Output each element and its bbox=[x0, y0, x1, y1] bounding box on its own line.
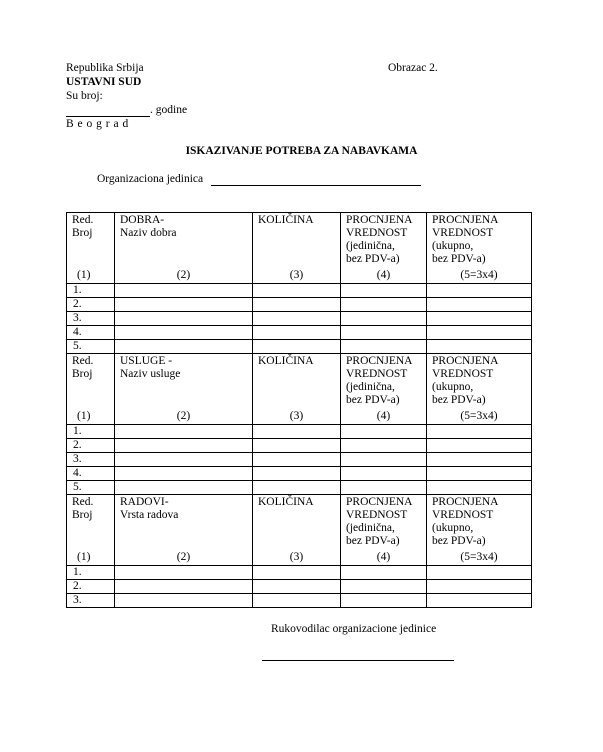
table-row bbox=[67, 467, 532, 481]
entry-cell[interactable] bbox=[115, 326, 253, 340]
header-cell-unit-value bbox=[341, 354, 427, 425]
signature-line[interactable] bbox=[262, 660, 454, 661]
section-header-works bbox=[67, 495, 532, 566]
header-text-line: (ukupno, bbox=[432, 381, 474, 393]
entry-cell[interactable] bbox=[341, 566, 427, 580]
row-number: 5. bbox=[73, 481, 82, 493]
entry-cell[interactable] bbox=[253, 340, 341, 354]
header-text-line: PROCNJENA bbox=[432, 214, 499, 226]
header-text-line: (ukupno, bbox=[432, 240, 474, 252]
row-number-cell bbox=[67, 425, 115, 439]
entry-cell[interactable] bbox=[427, 284, 532, 298]
column-number: (5=3x4) bbox=[460, 551, 498, 563]
table-row bbox=[67, 439, 532, 453]
page-title: ISKAZIVANJE POTREBA ZA NABAVKAMA bbox=[185, 145, 418, 157]
column-number: (5=3x4) bbox=[460, 269, 498, 281]
entry-cell[interactable] bbox=[341, 340, 427, 354]
signature-label: Rukovodilac organizacione jedinice bbox=[271, 623, 437, 635]
entry-cell[interactable] bbox=[427, 467, 532, 481]
header-text-line: bez PDV-a) bbox=[346, 394, 400, 406]
column-number: (3) bbox=[289, 551, 304, 563]
table-row bbox=[67, 425, 532, 439]
entry-cell[interactable] bbox=[115, 467, 253, 481]
row-number: 1. bbox=[73, 566, 82, 578]
entry-cell[interactable] bbox=[253, 481, 341, 495]
entry-cell[interactable] bbox=[115, 481, 253, 495]
entry-cell[interactable] bbox=[341, 312, 427, 326]
column-number: (2) bbox=[176, 551, 191, 563]
entry-cell[interactable] bbox=[341, 453, 427, 467]
entry-cell[interactable] bbox=[115, 566, 253, 580]
row-number-cell bbox=[67, 566, 115, 580]
entry-cell[interactable] bbox=[253, 284, 341, 298]
header-text bbox=[346, 496, 412, 548]
header-text-line: Vrsta radova bbox=[120, 509, 179, 521]
header-text-line: Broj bbox=[72, 509, 93, 521]
row-number: 5. bbox=[73, 340, 82, 352]
header-text-line: PROCNJENA bbox=[346, 355, 413, 367]
header-text-line: Broj bbox=[72, 227, 93, 239]
header-text-line: Naziv dobra bbox=[120, 227, 177, 239]
column-number: (2) bbox=[176, 410, 191, 422]
header-text-line: VREDNOST bbox=[346, 368, 408, 380]
section-header-goods bbox=[67, 213, 532, 284]
table-row bbox=[67, 298, 532, 312]
header-text bbox=[120, 214, 177, 240]
header-text bbox=[120, 355, 180, 381]
header-cell-red-broj bbox=[67, 495, 115, 566]
date-suffix: . godine bbox=[150, 104, 188, 116]
case-number-label: Su broj: bbox=[66, 90, 103, 102]
column-number: (4) bbox=[376, 410, 391, 422]
entry-cell[interactable] bbox=[427, 439, 532, 453]
header-text bbox=[72, 214, 93, 240]
header-cell-red-broj bbox=[67, 354, 115, 425]
header-text-line: RADOVI- bbox=[120, 496, 169, 508]
section-header-services bbox=[67, 354, 532, 425]
entry-cell[interactable] bbox=[253, 312, 341, 326]
header-text-line: KOLIČINA bbox=[258, 355, 314, 367]
header-text-line: KOLIČINA bbox=[258, 496, 314, 508]
row-number: 1. bbox=[73, 425, 82, 437]
header-text bbox=[72, 496, 93, 522]
header-text bbox=[432, 496, 498, 548]
column-number: (1) bbox=[77, 551, 91, 563]
header-text-line: VREDNOST bbox=[432, 509, 494, 521]
header-cell-quantity bbox=[253, 354, 341, 425]
entry-cell[interactable] bbox=[341, 425, 427, 439]
header-text-line: DOBRA- bbox=[120, 214, 165, 226]
table-row bbox=[67, 312, 532, 326]
entry-cell[interactable] bbox=[115, 425, 253, 439]
header-text-line: PROCNJENA bbox=[346, 214, 413, 226]
entry-cell[interactable] bbox=[427, 340, 532, 354]
city-label: B e o g r a d bbox=[66, 118, 129, 130]
entry-cell[interactable] bbox=[253, 594, 341, 608]
header-text-line: PROCNJENA bbox=[432, 355, 499, 367]
header-cell-total-value bbox=[427, 213, 532, 284]
column-number: (1) bbox=[77, 269, 91, 281]
header-text bbox=[258, 496, 314, 509]
table-row bbox=[67, 453, 532, 467]
entry-cell[interactable] bbox=[115, 594, 253, 608]
header-cell-unit-value bbox=[341, 495, 427, 566]
header-cell-quantity bbox=[253, 213, 341, 284]
header-text bbox=[432, 355, 498, 407]
entry-cell[interactable] bbox=[115, 439, 253, 453]
entry-cell[interactable] bbox=[427, 312, 532, 326]
header-text-line: (jedinična, bbox=[346, 240, 395, 252]
row-number: 3. bbox=[73, 312, 82, 324]
row-number-cell bbox=[67, 312, 115, 326]
entry-cell[interactable] bbox=[115, 298, 253, 312]
header-text bbox=[72, 355, 93, 381]
entry-cell[interactable] bbox=[341, 284, 427, 298]
entry-cell[interactable] bbox=[253, 580, 341, 594]
row-number: 3. bbox=[73, 453, 82, 465]
column-number: (1) bbox=[77, 410, 91, 422]
republic-label: Republika Srbija bbox=[66, 62, 144, 74]
table-row bbox=[67, 580, 532, 594]
row-number: 1. bbox=[73, 284, 82, 296]
row-number-cell bbox=[67, 326, 115, 340]
entry-cell[interactable] bbox=[115, 453, 253, 467]
header-text-line: (jedinična, bbox=[346, 381, 395, 393]
row-number: 3. bbox=[73, 594, 82, 606]
entry-cell[interactable] bbox=[253, 453, 341, 467]
header-cell-quantity bbox=[253, 495, 341, 566]
procurement-table-body bbox=[67, 213, 532, 608]
table-row bbox=[67, 340, 532, 354]
entry-cell[interactable] bbox=[427, 453, 532, 467]
header-text-line: (jedinična, bbox=[346, 522, 395, 534]
header-text-line: bez PDV-a) bbox=[432, 394, 486, 406]
row-number-cell bbox=[67, 453, 115, 467]
table-row bbox=[67, 326, 532, 340]
entry-cell[interactable] bbox=[341, 467, 427, 481]
header-text-line: VREDNOST bbox=[346, 509, 408, 521]
entry-cell[interactable] bbox=[253, 467, 341, 481]
entry-cell[interactable] bbox=[427, 298, 532, 312]
column-number: (5=3x4) bbox=[460, 410, 498, 422]
table-row bbox=[67, 566, 532, 580]
header-text-line: bez PDV-a) bbox=[346, 253, 400, 265]
row-number-cell bbox=[67, 481, 115, 495]
header-text-line: bez PDV-a) bbox=[346, 535, 400, 547]
court-name: USTAVNI SUD bbox=[66, 76, 142, 88]
entry-cell[interactable] bbox=[253, 326, 341, 340]
header-text-line: VREDNOST bbox=[432, 368, 494, 380]
header-text-line: PROCNJENA bbox=[346, 496, 413, 508]
header-text-line: bez PDV-a) bbox=[432, 535, 486, 547]
row-number: 2. bbox=[73, 439, 82, 451]
row-number-cell bbox=[67, 467, 115, 481]
header-text-line: Red. bbox=[72, 496, 94, 508]
entry-cell[interactable] bbox=[427, 326, 532, 340]
row-number-cell bbox=[67, 580, 115, 594]
column-number: (2) bbox=[176, 269, 191, 281]
row-number-cell bbox=[67, 298, 115, 312]
entry-cell[interactable] bbox=[115, 284, 253, 298]
row-number: 2. bbox=[73, 298, 82, 310]
header-text bbox=[258, 355, 314, 368]
header-cell-name bbox=[115, 354, 253, 425]
header-cell-total-value bbox=[427, 495, 532, 566]
entry-cell[interactable] bbox=[253, 439, 341, 453]
row-number-cell bbox=[67, 340, 115, 354]
entry-cell[interactable] bbox=[341, 326, 427, 340]
header-text-line: KOLIČINA bbox=[258, 214, 314, 226]
header-text-line: Broj bbox=[72, 368, 93, 380]
form-number: Obrazac 2. bbox=[388, 62, 438, 74]
row-number: 4. bbox=[73, 326, 82, 338]
header-text-line: PROCNJENA bbox=[432, 496, 499, 508]
column-number: (4) bbox=[376, 269, 391, 281]
row-number-cell bbox=[67, 284, 115, 298]
header-text-line: USLUGE - bbox=[120, 355, 173, 367]
entry-cell[interactable] bbox=[115, 312, 253, 326]
entry-cell[interactable] bbox=[427, 594, 532, 608]
entry-cell[interactable] bbox=[427, 425, 532, 439]
entry-cell[interactable] bbox=[253, 566, 341, 580]
table-row bbox=[67, 284, 532, 298]
table-row bbox=[67, 594, 532, 608]
row-number-cell bbox=[67, 594, 115, 608]
entry-cell[interactable] bbox=[341, 481, 427, 495]
procurement-table bbox=[66, 212, 532, 608]
row-number: 4. bbox=[73, 467, 82, 479]
header-text-line: Naziv usluge bbox=[120, 368, 181, 380]
column-number: (3) bbox=[289, 410, 304, 422]
column-number: (4) bbox=[376, 551, 391, 563]
header-cell-total-value bbox=[427, 354, 532, 425]
row-number: 2. bbox=[73, 580, 82, 592]
table-row bbox=[67, 481, 532, 495]
org-unit-label: Organizaciona jedinica bbox=[97, 173, 204, 185]
entry-cell[interactable] bbox=[427, 566, 532, 580]
header-text-line: bez PDV-a) bbox=[432, 253, 486, 265]
entry-cell[interactable] bbox=[341, 594, 427, 608]
entry-cell[interactable] bbox=[341, 580, 427, 594]
entry-cell[interactable] bbox=[115, 340, 253, 354]
header-cell-name bbox=[115, 213, 253, 284]
header-cell-unit-value bbox=[341, 213, 427, 284]
header-text bbox=[120, 496, 178, 522]
entry-cell[interactable] bbox=[427, 580, 532, 594]
header-text-line: Red. bbox=[72, 355, 94, 367]
entry-cell[interactable] bbox=[341, 298, 427, 312]
org-unit-line[interactable] bbox=[211, 185, 421, 186]
row-number-cell bbox=[67, 439, 115, 453]
entry-cell[interactable] bbox=[427, 481, 532, 495]
header-text-line: Red. bbox=[72, 214, 94, 226]
header-text bbox=[258, 214, 314, 227]
header-text bbox=[432, 214, 498, 266]
entry-cell[interactable] bbox=[115, 580, 253, 594]
header-cell-red-broj bbox=[67, 213, 115, 284]
header-text-line: VREDNOST bbox=[432, 227, 494, 239]
entry-cell[interactable] bbox=[341, 439, 427, 453]
column-number: (3) bbox=[289, 269, 304, 281]
header-text-line: (ukupno, bbox=[432, 522, 474, 534]
entry-cell[interactable] bbox=[253, 298, 341, 312]
header-text bbox=[346, 214, 412, 266]
header-text-line: VREDNOST bbox=[346, 227, 408, 239]
entry-cell[interactable] bbox=[253, 425, 341, 439]
header-cell-name bbox=[115, 495, 253, 566]
header-text bbox=[346, 355, 412, 407]
